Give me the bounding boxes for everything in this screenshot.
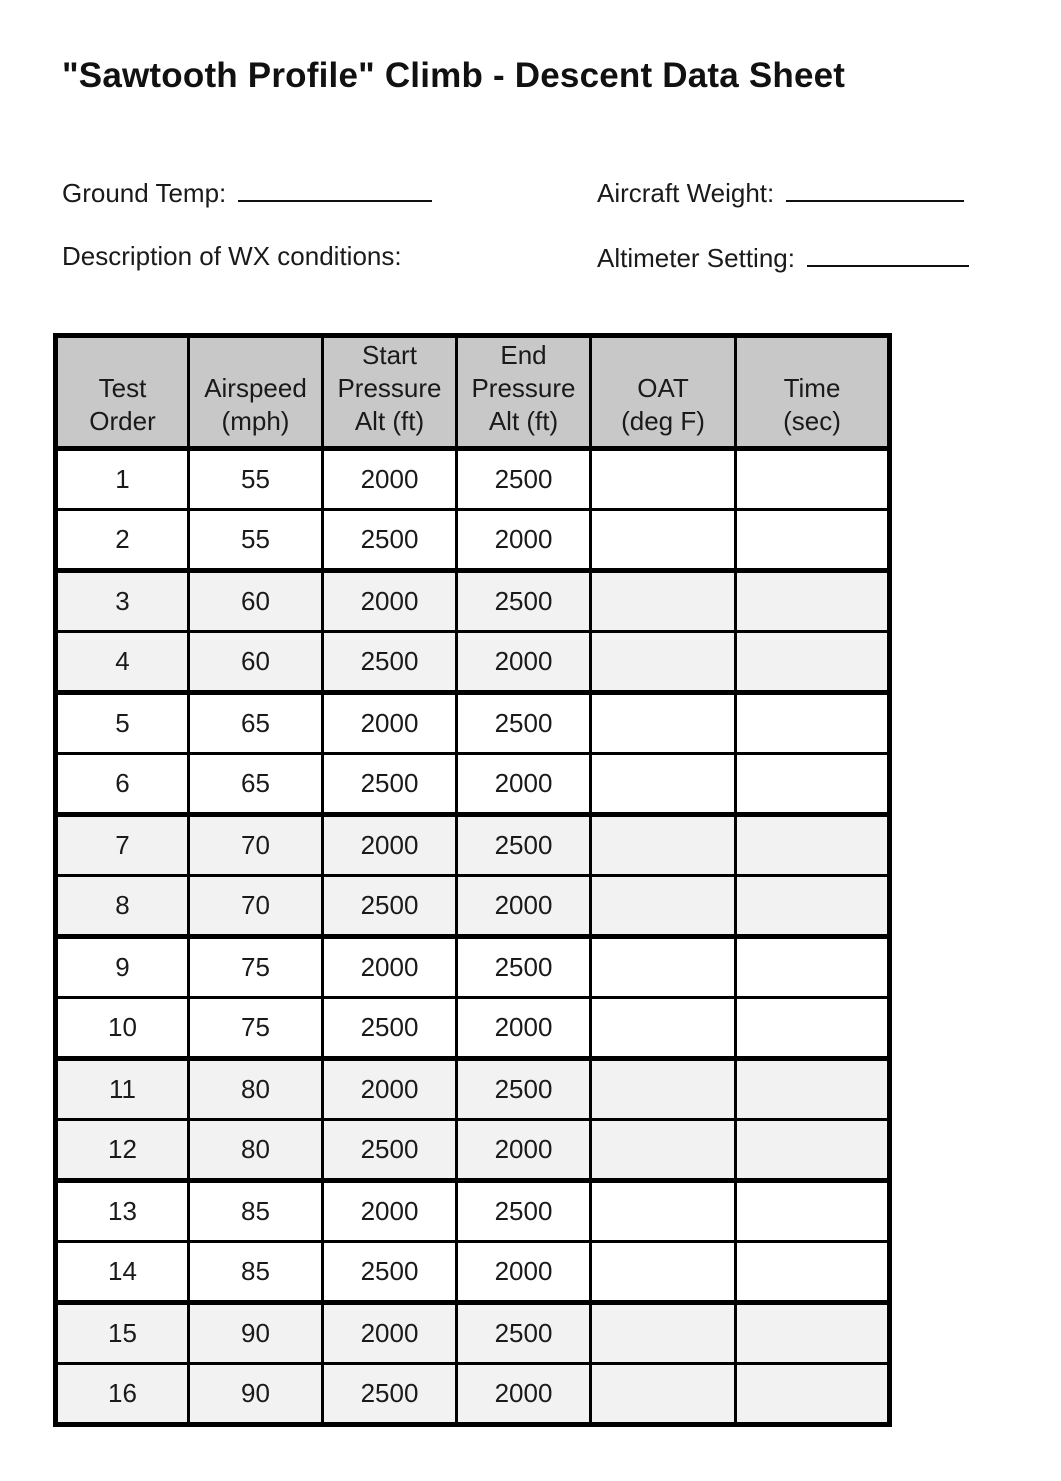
- cell-test-order: 13: [56, 1181, 189, 1242]
- cell-oat[interactable]: [591, 1364, 736, 1425]
- cell-test-order: 6: [56, 754, 189, 815]
- cell-airspeed: 60: [189, 632, 323, 693]
- altimeter-setting-input-line[interactable]: [807, 241, 969, 267]
- cell-test-order: 4: [56, 632, 189, 693]
- cell-test-order: 8: [56, 876, 189, 937]
- cell-airspeed: 75: [189, 998, 323, 1059]
- header-line: OAT: [637, 373, 689, 403]
- table-row: [56, 937, 890, 998]
- cell-time[interactable]: [736, 998, 890, 1059]
- header-line: (sec): [783, 406, 841, 436]
- cell-time[interactable]: [736, 876, 890, 937]
- table-row: [56, 998, 890, 1059]
- table-row: [56, 693, 890, 754]
- cell-test-order: 12: [56, 1120, 189, 1181]
- table-row: [56, 1120, 890, 1181]
- header-oat: [591, 336, 736, 449]
- header-line: Alt (ft): [354, 406, 425, 436]
- cell-start-pressure-alt: 2500: [323, 1242, 457, 1303]
- cell-time[interactable]: [736, 1059, 890, 1120]
- cell-oat[interactable]: [591, 1059, 736, 1120]
- cell-start-pressure-alt: 2000: [323, 571, 457, 632]
- header-line: (mph): [221, 406, 290, 436]
- cell-test-order: 5: [56, 693, 189, 754]
- cell-oat[interactable]: [591, 876, 736, 937]
- cell-end-pressure-alt: 2500: [457, 1059, 591, 1120]
- cell-test-order: 16: [56, 1364, 189, 1425]
- cell-time[interactable]: [736, 815, 890, 876]
- cell-end-pressure-alt: 2000: [457, 1120, 591, 1181]
- cell-end-pressure-alt: 2000: [457, 1242, 591, 1303]
- cell-airspeed: 85: [189, 1242, 323, 1303]
- cell-start-pressure-alt: 2500: [323, 754, 457, 815]
- cell-airspeed: 60: [189, 571, 323, 632]
- table-row: [56, 510, 890, 571]
- cell-airspeed: 65: [189, 693, 323, 754]
- cell-start-pressure-alt: 2000: [323, 1303, 457, 1364]
- header-row: [56, 336, 890, 449]
- cell-end-pressure-alt: 2000: [457, 632, 591, 693]
- cell-end-pressure-alt: 2000: [457, 1364, 591, 1425]
- cell-time[interactable]: [736, 754, 890, 815]
- altimeter-setting-field: [597, 241, 969, 274]
- table-row: [56, 449, 890, 510]
- cell-oat[interactable]: [591, 754, 736, 815]
- header-line: Pressure: [471, 373, 576, 403]
- table-row: [56, 1181, 890, 1242]
- cell-oat[interactable]: [591, 632, 736, 693]
- cell-time[interactable]: [736, 1181, 890, 1242]
- cell-end-pressure-alt: 2000: [457, 754, 591, 815]
- cell-airspeed: 70: [189, 815, 323, 876]
- table-row: [56, 876, 890, 937]
- cell-time[interactable]: [736, 1364, 890, 1425]
- table-row: [56, 1059, 890, 1120]
- cell-start-pressure-alt: 2000: [323, 1059, 457, 1120]
- cell-oat[interactable]: [591, 1181, 736, 1242]
- ground-temp-input-line[interactable]: [238, 176, 432, 202]
- cell-oat[interactable]: [591, 571, 736, 632]
- cell-airspeed: 65: [189, 754, 323, 815]
- cell-start-pressure-alt: 2500: [323, 1120, 457, 1181]
- cell-airspeed: 55: [189, 449, 323, 510]
- header-line: Order: [89, 406, 156, 436]
- cell-end-pressure-alt: 2000: [457, 510, 591, 571]
- cell-start-pressure-alt: 2000: [323, 693, 457, 754]
- cell-time[interactable]: [736, 449, 890, 510]
- altimeter-setting-label: Altimeter Setting:: [597, 243, 795, 273]
- header-line: Test: [98, 373, 147, 403]
- cell-end-pressure-alt: 2500: [457, 1303, 591, 1364]
- header-airspeed: [189, 336, 323, 449]
- cell-oat[interactable]: [591, 1303, 736, 1364]
- cell-start-pressure-alt: 2500: [323, 510, 457, 571]
- cell-end-pressure-alt: 2500: [457, 1181, 591, 1242]
- cell-time[interactable]: [736, 937, 890, 998]
- aircraft-weight-input-line[interactable]: [786, 176, 964, 202]
- cell-test-order: 9: [56, 937, 189, 998]
- header-start-pressure-alt: [323, 336, 457, 449]
- cell-start-pressure-alt: 2000: [323, 449, 457, 510]
- header-line: (deg F): [621, 406, 705, 436]
- table-row: [56, 815, 890, 876]
- table-body: [56, 449, 890, 1425]
- wx-conditions-label: Description of WX conditions:: [62, 241, 402, 271]
- cell-airspeed: 90: [189, 1303, 323, 1364]
- cell-end-pressure-alt: 2500: [457, 571, 591, 632]
- cell-end-pressure-alt: 2500: [457, 937, 591, 998]
- cell-oat[interactable]: [591, 998, 736, 1059]
- cell-start-pressure-alt: 2500: [323, 998, 457, 1059]
- cell-airspeed: 75: [189, 937, 323, 998]
- aircraft-weight-field: [597, 176, 964, 209]
- wx-conditions-field: [62, 241, 402, 272]
- cell-time[interactable]: [736, 632, 890, 693]
- ground-temp-label: Ground Temp:: [62, 178, 227, 208]
- cell-end-pressure-alt: 2500: [457, 693, 591, 754]
- cell-end-pressure-alt: 2000: [457, 876, 591, 937]
- cell-airspeed: 70: [189, 876, 323, 937]
- data-sheet-table: [53, 333, 892, 1427]
- cell-test-order: 10: [56, 998, 189, 1059]
- cell-start-pressure-alt: 2000: [323, 937, 457, 998]
- cell-time[interactable]: [736, 1242, 890, 1303]
- cell-airspeed: 80: [189, 1120, 323, 1181]
- cell-airspeed: 80: [189, 1059, 323, 1120]
- table-row: [56, 1364, 890, 1425]
- cell-time[interactable]: [736, 693, 890, 754]
- header-line: Time: [783, 373, 841, 403]
- cell-airspeed: 55: [189, 510, 323, 571]
- cell-airspeed: 90: [189, 1364, 323, 1425]
- cell-end-pressure-alt: 2500: [457, 815, 591, 876]
- cell-test-order: 7: [56, 815, 189, 876]
- header-line: Start: [362, 340, 417, 370]
- header-line: Airspeed: [204, 373, 307, 403]
- cell-oat[interactable]: [591, 449, 736, 510]
- cell-oat[interactable]: [591, 1242, 736, 1303]
- cell-test-order: 15: [56, 1303, 189, 1364]
- cell-test-order: 1: [56, 449, 189, 510]
- table-row: [56, 1242, 890, 1303]
- cell-test-order: 3: [56, 571, 189, 632]
- table-row: [56, 571, 890, 632]
- cell-oat[interactable]: [591, 510, 736, 571]
- table-row: [56, 632, 890, 693]
- header-line: Pressure: [337, 373, 442, 403]
- aircraft-weight-label: Aircraft Weight:: [597, 178, 775, 208]
- header-line: Alt (ft): [488, 406, 559, 436]
- table-row: [56, 1303, 890, 1364]
- cell-test-order: 2: [56, 510, 189, 571]
- cell-start-pressure-alt: 2500: [323, 1364, 457, 1425]
- cell-end-pressure-alt: 2000: [457, 998, 591, 1059]
- cell-start-pressure-alt: 2000: [323, 815, 457, 876]
- cell-time[interactable]: [736, 1120, 890, 1181]
- cell-airspeed: 85: [189, 1181, 323, 1242]
- header-time: [736, 336, 890, 449]
- page-title: "Sawtooth Profile" Climb - Descent Data Sheet: [62, 56, 846, 95]
- header-end-pressure-alt: [457, 336, 591, 449]
- cell-oat[interactable]: [591, 937, 736, 998]
- cell-oat[interactable]: [591, 815, 736, 876]
- ground-temp-field: [62, 176, 432, 209]
- cell-start-pressure-alt: 2000: [323, 1181, 457, 1242]
- cell-oat[interactable]: [591, 1120, 736, 1181]
- table-row: [56, 754, 890, 815]
- header-test-order: [56, 336, 189, 449]
- cell-end-pressure-alt: 2500: [457, 449, 591, 510]
- cell-start-pressure-alt: 2500: [323, 632, 457, 693]
- cell-test-order: 14: [56, 1242, 189, 1303]
- cell-start-pressure-alt: 2500: [323, 876, 457, 937]
- header-line: End: [500, 340, 547, 370]
- cell-time[interactable]: [736, 510, 890, 571]
- cell-test-order: 11: [56, 1059, 189, 1120]
- cell-oat[interactable]: [591, 693, 736, 754]
- cell-time[interactable]: [736, 1303, 890, 1364]
- cell-time[interactable]: [736, 571, 890, 632]
